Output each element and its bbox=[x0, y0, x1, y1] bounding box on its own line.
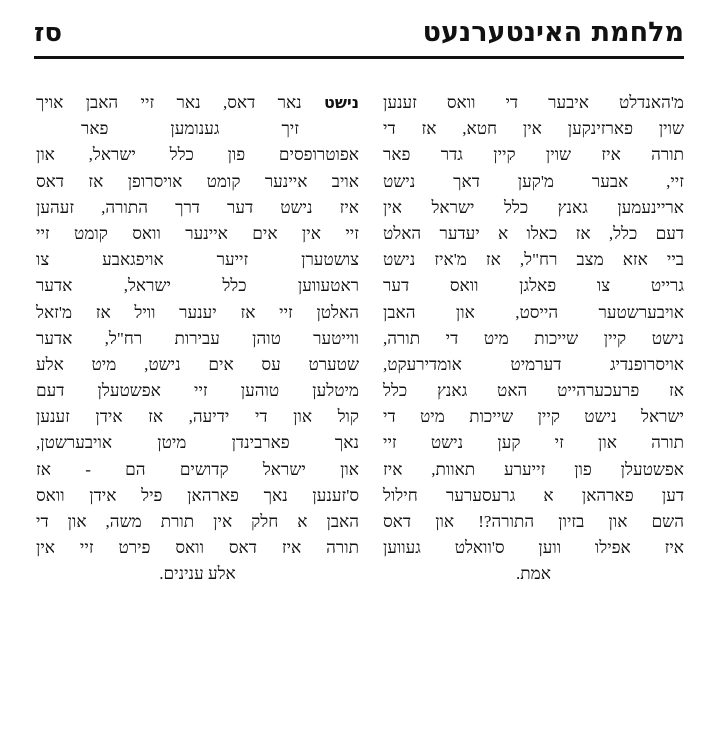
text-line: תורה און זי קען נישט זיי bbox=[383, 433, 684, 453]
text-line: איז אפילו ווען ס'וואלט געווען bbox=[383, 538, 684, 558]
text-line: ווייטער טוהן עבירות רח"ל, אדער bbox=[36, 328, 359, 348]
text-line: האבן א חלק אין תורת משה, און די bbox=[36, 512, 359, 531]
text-line: צושטערן זייער אויפגאבע צו bbox=[36, 250, 359, 270]
text-line: אויב איינער קומט אויסרופן אז דאס bbox=[36, 171, 359, 191]
text-line: אפשטעלן פון זייערע תאוות, איז bbox=[383, 459, 684, 479]
text-line: שטערט עס אים נישט, מיט אלע bbox=[36, 354, 359, 374]
text-line: ראטעווען כלל ישראל, אדער bbox=[36, 276, 359, 296]
text-line: דעם כלל, אז כאלו א יעדער האלט bbox=[383, 223, 684, 243]
lead-word: נישט bbox=[324, 93, 359, 112]
text-column-right bbox=[383, 90, 684, 588]
text-line: זיך גענומען פאר bbox=[81, 119, 299, 139]
text-line bbox=[36, 90, 359, 116]
text-line: אויבערשטער הייסט, און האבן bbox=[383, 302, 684, 322]
text-line: נישט קיין שייכות מיט די תורה, bbox=[383, 328, 684, 348]
text-line: האלטן זיי אז יענער וויל אז מ'זאל bbox=[36, 302, 359, 322]
text-line: תורה איז דאס וואס פירט זיי אין bbox=[36, 538, 359, 558]
page-number: סז bbox=[34, 18, 63, 48]
text-line: זיי, אבער מ'קען דאך נישט bbox=[383, 171, 684, 191]
text-line: אריינעמען גאנץ כלל ישראל אין bbox=[383, 197, 684, 217]
text-line: נאך פארבינדן מיטן אויבערשטן, bbox=[36, 433, 359, 453]
running-title: מלחמת האינטערנעט bbox=[422, 17, 684, 48]
text-line: השם און בזיון התורה?! און דאס bbox=[383, 512, 684, 531]
text-line: זיי אין אים איינער וואס קומט זיי bbox=[36, 223, 359, 243]
text-line: ס'זענען נאך פארהאן פיל אידן וואס bbox=[36, 485, 359, 505]
text-column-left bbox=[36, 90, 359, 588]
text-line: אז פרעכערהייט האט גאנץ כלל bbox=[383, 381, 684, 401]
text-line: ישראל נישט קיין שייכות מיט די bbox=[383, 407, 684, 427]
text-line: איז נישט דער דרך התורה, זעהען bbox=[36, 197, 359, 217]
text-line: און ישראל קדושים הם - אז bbox=[36, 459, 359, 479]
text-line: אלע ענינים. bbox=[159, 564, 236, 584]
text-line: גרייט צו פאלגן וואס דער bbox=[383, 276, 684, 296]
page-header bbox=[34, 14, 684, 59]
text-line: תורה איז שוין קיין גדר פאר bbox=[383, 145, 684, 165]
text-line: אמת. bbox=[516, 564, 551, 584]
text-line: דען פארהאן א גרעסערער חילול bbox=[383, 485, 684, 505]
text-line: קול און די ידיעה, אז אידן זענען bbox=[36, 407, 359, 427]
text-line: ביי אזא מצב רח"ל, אז מ'איז נישט bbox=[383, 250, 684, 270]
text-line: אויסרופנדיג דערמיט אומדירעקט, bbox=[383, 354, 684, 374]
text-line: מ'האנדלט איבער די וואס זענען bbox=[383, 93, 684, 112]
text-line-rest: נאר דאס, נאר זיי האבן אויך bbox=[36, 93, 302, 112]
text-line: שוין פארזינקען אין חטא, אז די bbox=[383, 119, 684, 139]
text-line: אפוטרופסים פון כלל ישראל, און bbox=[36, 145, 359, 165]
text-line: מיטלען טוהען זיי אפשטעלן דעם bbox=[36, 381, 359, 401]
